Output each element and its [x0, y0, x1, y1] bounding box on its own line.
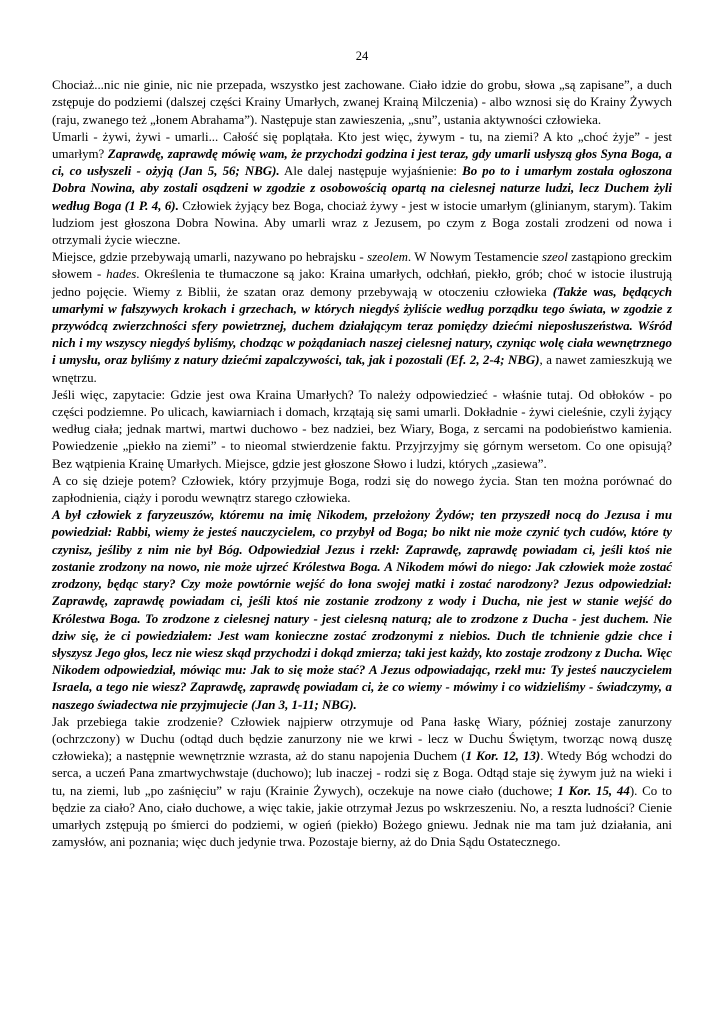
text-run: . Wtedy Bóg wchodzi do serca, a uczeń Pana zmartwychwstaje (duchowo); lub inaczej - rodzi się z Boga. Odtąd staje się żywym już na wieki i tu, na ziemi, lub „po zaśnięciu” w raju (Krainie Żywych), oczekuje na nowe ciało (duchowe; [52, 749, 672, 798]
scripture-quote: Bo po to i umarłym została ogłoszona Dobra Nowina, aby zostali osądzeni w zgodzie z osobowością opartą na cielesnej naturze ludzi, lecz Duchem żyli według Boga (1 P. 4, 6). [52, 164, 672, 213]
paragraph-4 [52, 387, 672, 473]
paragraph-2 [52, 129, 672, 249]
text-run: Chociaż...nic nie ginie, nic nie przepada, wszystko jest zachowane. Ciało idzie do grobu, słowa „są zapisane”, a duch zstępuje do podziemi (dalszej części Krainy Umarłych, zwanej Krainą Milczenia) - albo wznosi się do Krainy Żywych (raju, zwanego też „łonem Abrahama”). Następuje stan zawieszenia, „snu”, ustania aktywności człowieka. [52, 78, 672, 127]
text-run: A co się dzieje potem? Człowiek, który przyjmuje Boga, rodzi się do nowego życia. Stan ten można porównać do zapłodnienia, ciąży i porodu wewnątrz starego człowieka. [52, 473, 672, 506]
scripture-quote: A był człowiek z faryzeuszów, któremu na imię Nikodem, przełożony Żydów; ten przyszedł nocą do Jezusa i mu powiedział: Rabbi, wiemy że jesteś nauczycielem, co przybył od Boga; bo nikt nie może czynić tych cudów, które ty czynisz, jeśliby z nim nie był Bóg. Odpowiedział Jezus i rzekł: Zaprawdę, zaprawdę powiadam ci, jeśli ktoś nie zostanie zrodzony na nowo, nie może ujrzeć Królestwa Boga. A Nikodem mówi do niego: Jak człowiek może zostać zrodzony, będąc stary? Czy może powtórnie wejść do łona swojej matki i zostać narodzony? Jezus odpowiedział: Zaprawdę, zaprawdę powiadam ci, jeśli ktoś nie zostanie zrodzony z wody i Ducha, nie jest w stanie wejść do Królestwa Boga. To zrodzone z cielesnej natury - jest cielesną naturą; ale to zrodzone z Ducha - jest duchem. Nie dziw się, że ci powiedziałem: Jest wam konieczne zostać zrodzonymi z niebios. Duch tle tchnienie gdzie chce i słyszysz Jego głos, lecz nie wiesz skąd przychodzi i dokąd zmierza; taki jest każdy, kto zostaje zrodzony z Ducha. Więc Nikodem odpowiedział, mówiąc mu: Jak to się może stać? A Jezus odpowiadając, rzekł mu: Ty jesteś nauczycielem Israela, a tego nie wiesz? Zaprawdę, zaprawdę powiadam ci, że co wiemy - mówimy i co widzieliśmy - świadczymy, a naszego świadectwa nie przyjmujecie (Jan 3, 1-11; NBG). [52, 508, 672, 712]
text-run: Jeśli więc, zapytacie: Gdzie jest owa Kraina Umarłych? To należy odpowiedzieć - właśnie tutaj. Od obłoków - po części podziemne. Po ulicach, kawiarniach i domach, krzątają się sami umarli. Dokładnie - żywi cieleśnie, czyli żyjący według ciała; jednak martwi, martwi duchowo - bez nadziei, bez Wiary, Boga, z sercami na podobieństwo kamienia. Powiedzenie „piekło na ziemi” - to nieomal stwierdzenie faktu. Przyjrzyjmy się górnym wersetom. Co one opisują? Bez wątpienia Krainę Umarłych. Miejsce, gdzie jest głoszone Słowo i ludzi, których „zasiewa”. [52, 387, 672, 471]
paragraph-6 [52, 507, 672, 713]
scripture-quote: (Także was, będących umarłymi w fałszywych krokach i grzechach, w których niegdyś żyliście według porządku tego świata, w zgodzie z przywódcą zwierzchności sfery powietrznej, duchem działającym teraz pomiędzy dziećmi nieposłuszeństwa. Wśród nich i my wszyscy niegdyś byliśmy, chodząc w pożądaniach naszej cielesnej natury, czyniąc wolę ciała wewnętrznego i umysłu, oraz byliśmy z natury dziećmi zapalczywości, tak, jak i pozostali (Ef. 2, 2-4; NBG) [52, 284, 672, 368]
text-run: Człowiek żyjący bez Boga, chociaż żywy - jest w istocie umarłym (glinianym, starym). Takim ludziom jest głoszona Dobra Nowina. Aby umarli wraz z Jezusem, po czym z Boga zostali zrodzeni od nowa i otrzymali życie wieczne. [52, 198, 673, 248]
scripture-quote: Zaprawdę, zaprawdę mówię wam, że przychodzi godzina i jest teraz, gdy umarli usłyszą głos Syna Boga, a ci, co usłyszeli - ożyją (Jan 5, 56; NBG). [52, 147, 672, 179]
paragraph-1 [52, 77, 672, 129]
text-run: , a nawet zamieszkują we wnętrzu. [52, 353, 672, 385]
text-run: zastąpiono greckim słowem - [52, 250, 672, 282]
page-number: 24 [355, 49, 369, 63]
text-run: . W Nowym Testamencie [407, 250, 542, 265]
term-italic: hades [106, 267, 137, 282]
text-run: Miejsce, gdzie przebywają umarli, nazywano po hebrajsku - [52, 250, 368, 265]
document-page [52, 48, 672, 851]
scripture-ref: 1 Kor. 15, 44 [557, 783, 630, 798]
term-italic: szeolem [367, 250, 408, 265]
paragraph-7 [52, 714, 672, 852]
term-italic: szeol [542, 250, 568, 265]
text-run: Umarli - żywi, żywi - umarli... Całość się poplątała. Kto jest więc, żywym - tu, na ziemi? A kto „choć żyje” - jest umarłym? [52, 129, 672, 162]
text-run: ). Co to będzie za ciało? Ano, ciało duchowe, a więc takie, jakie otrzymał Jezus po wskrzeszeniu. No, a reszta ludności? Cienie umarłych zstępują po śmierci do podziemi, w ogień (piekło) Bożego gniewu. Jednak nie ma tam już działania, ani zamysłów, ani poznania; więc duch jedynie trwa. Pozostaje bierny, aż do Dnia Sądu Ostatecznego. [52, 783, 672, 850]
text-run: Jak przebiega takie zrodzenie? Człowiek najpierw otrzymuje od Pana łaskę Wiary, później zostaje zanurzony (ochrzczony) w Duchu (odtąd duch będzie zanurzony nie we krwi - lecz w Duchu Świętym, tworząc nową duszę człowieka); a następnie wewnętrznie wzrasta, aż do stanu napojenia Duchem ( [52, 714, 672, 764]
paragraph-3 [52, 249, 672, 387]
text-run: Ale dalej następuje wyjaśnienie: [279, 164, 463, 179]
paragraph-5 [52, 473, 672, 507]
scripture-ref: 1 Kor. 12, 13) [465, 749, 541, 764]
text-run: . Określenia te tłumaczone są jako: Kraina umarłych, odchłań, piekło, grób; choć w istocie ilustrują jedno pojęcie. Wiemy z Biblii, że szatan oraz demony przebywają w otoczeniu człowieka [52, 267, 672, 299]
